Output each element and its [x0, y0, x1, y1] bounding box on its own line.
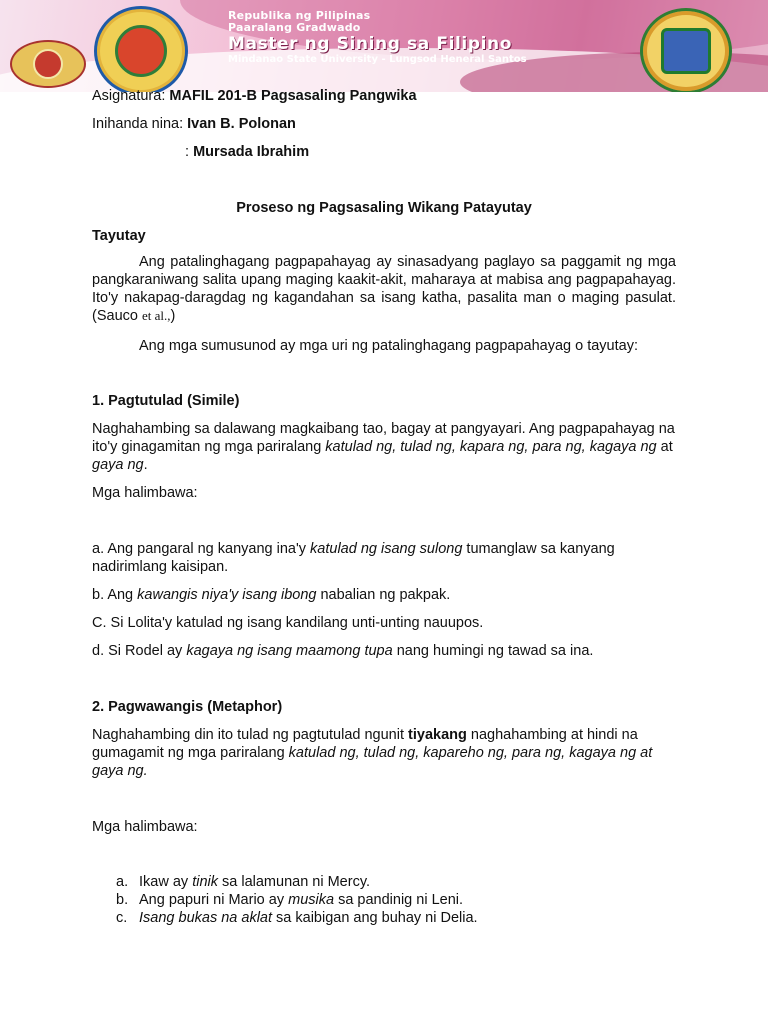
desc-text: .	[143, 457, 148, 473]
item-text: sa kaibigan ang buhay ni Delia.	[272, 910, 478, 926]
section-1-description	[92, 420, 676, 474]
example-text: nabalian ng pakpak.	[316, 587, 451, 603]
author-2-prefix: :	[185, 144, 194, 160]
citation-et-al: et al.,	[141, 308, 171, 323]
banner-subtitle: Mindanao State University - Lungsod Heneral Santos	[228, 54, 527, 65]
list-marker: c.	[116, 910, 128, 926]
desc-italic-phrase: gaya ng	[92, 457, 144, 473]
desc-italic-phrases: katulad ng, tulad ng, kapareho ng, para ng, kagaya ng at gaya ng.	[92, 745, 653, 779]
item-text: sa pandinig ni Leni.	[334, 892, 464, 908]
citation-close: )	[170, 308, 176, 324]
section-1-examples-label: Mga halimbawa:	[92, 485, 198, 501]
example-text: tumanglaw sa kanyang	[462, 541, 615, 557]
desc-text: naghahambing at hindi na gumagamit ng mga pariralang	[92, 727, 638, 761]
tayutay-heading	[92, 227, 146, 245]
section-2-heading	[92, 698, 282, 716]
item-italic: Isang bukas na aklat	[139, 910, 273, 926]
example-a	[92, 540, 615, 558]
example-italic: katulad ng isang sulong	[310, 541, 463, 557]
header-banner	[0, 0, 768, 92]
banner-text	[228, 10, 527, 66]
author-2: Mursada Ibrahim	[193, 144, 310, 160]
metaphor-example-c	[92, 909, 676, 929]
example-text: b. Ang	[92, 587, 138, 603]
list-marker: a.	[116, 874, 129, 890]
section-2-heading-text: 2. Pagwawangis (Metaphor)	[92, 699, 283, 715]
example-d	[92, 642, 593, 660]
list-item	[139, 891, 463, 909]
desc-bold-word: tiyakang	[408, 727, 467, 743]
university-seal-logo	[94, 6, 188, 92]
desc-italic-phrases: katulad ng, tulad ng, kapara ng, para ng, kagaya ng	[325, 439, 657, 455]
example-italic: kawangis niya'y isang ibong	[137, 587, 317, 603]
item-text: Ang papuri ni Mario ay	[139, 892, 289, 908]
list-item	[139, 873, 370, 891]
section-1-heading-text: 1. Pagtutulad (Simile)	[92, 393, 240, 409]
second-author-line	[185, 143, 309, 161]
tayutay-heading-text: Tayutay	[92, 228, 146, 244]
document-title-text: Proseso ng Pagsasaling Wikang Patayutay	[236, 200, 532, 216]
banner-line-1: Republika ng Pilipinas	[228, 9, 371, 22]
prepared-by-line	[92, 115, 296, 133]
desc-text: Naghahambing din ito tulad ng pagtutulad ngunit	[92, 727, 409, 743]
desc-text: at	[656, 439, 673, 455]
example-a-continued: nadirimlang kaisipan.	[92, 559, 229, 575]
desc-text: Naghahambing sa dalawang magkaibang tao, bagay at pangyayari. Ang pagpapahayag na ito'y ginagamitan ng mga pariralang	[92, 421, 675, 455]
subject-value: MAFIL 201-B Pagsasaling Pangwika	[169, 88, 417, 104]
list-item	[139, 909, 478, 927]
section-2-examples-label: Mga halimbawa:	[92, 819, 198, 835]
graduate-school-seal-logo	[640, 8, 732, 92]
item-text: sa lalamunan ni Mercy.	[217, 874, 371, 890]
section-1-heading	[92, 392, 239, 410]
document-title	[92, 199, 676, 217]
prepared-label: Inihanda nina:	[92, 116, 188, 132]
item-text: Ikaw ay	[139, 874, 193, 890]
item-italic: musika	[288, 892, 335, 908]
tayutay-paragraph	[92, 253, 676, 325]
subject-line	[92, 87, 417, 105]
types-intro: Ang mga sumusunod ay mga uri ng patalinghagang pagpapahayag o tayutay:	[139, 338, 638, 354]
metaphor-example-a	[92, 873, 676, 893]
section-2-description	[92, 726, 676, 780]
author-1: Ivan B. Polonan	[187, 116, 296, 132]
example-italic: kagaya ng isang maamong tupa	[186, 643, 393, 659]
example-text: nang humingi ng tawad sa ina.	[392, 643, 594, 659]
example-text: a. Ang pangaral ng kanyang ina'y	[92, 541, 311, 557]
item-italic: tinik	[192, 874, 218, 890]
college-seal-logo	[10, 40, 86, 88]
example-c: C. Si Lolita'y katulad ng isang kandilang unti-unting nauupos.	[92, 615, 484, 631]
example-text: d. Si Rodel ay	[92, 643, 187, 659]
banner-line-2: Paaralang Gradwado	[228, 21, 361, 34]
subject-label: Asignatura:	[92, 88, 170, 104]
list-marker: b.	[116, 892, 129, 908]
metaphor-example-b	[92, 891, 676, 911]
banner-title: Master ng Sining sa Filipino	[228, 34, 513, 54]
tayutay-paragraph-text: Ang patalinghagang pagpapahayag ay sinasadyang paglayo sa paggamit ng mga pangkaraniwang salita upang maging kaakit-akit, maharaya at mabisa ang pagpapahayag. Ito'y nakapag-daragdag ng kagandahan sa isang katha, pasalita man o maging pasulat. (Sauco	[92, 254, 676, 324]
example-b	[92, 586, 450, 604]
